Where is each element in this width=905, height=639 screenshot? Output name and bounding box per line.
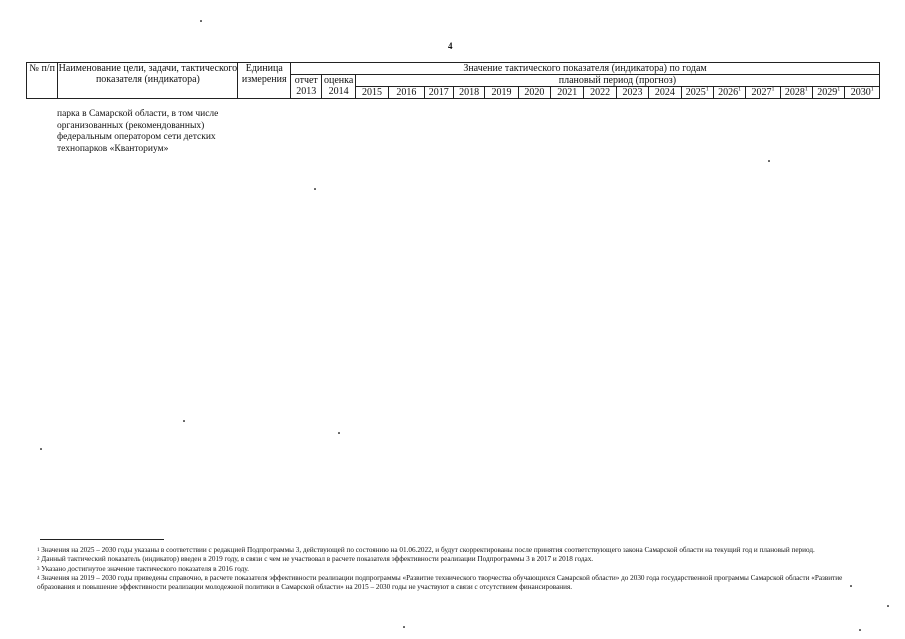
footnote-text: Указано достигнутое значение тактического показателя в 2016 году. — [41, 564, 249, 573]
header-estimate-label: оценка — [323, 75, 354, 86]
footnote-ref: 1 — [738, 86, 742, 93]
scan-speck — [859, 629, 861, 631]
footnote-ref: 1 — [705, 86, 709, 93]
plan-year-cell — [616, 87, 648, 99]
header-plan: плановый период (прогноз) — [355, 75, 879, 87]
plan-year-cell — [845, 87, 880, 99]
plan-year: 2023 — [622, 87, 643, 98]
plan-year: 2030 — [850, 87, 871, 98]
indicator-name-text: парка в Самарской области, в том числе организованных (рекомендованных) федеральным оператором сети детских технопарков «Кванториум» — [57, 109, 219, 154]
footnote-ref: 1 — [837, 86, 841, 93]
header-name: Наименование цели, задачи, тактического показателя (индикатора) — [58, 63, 238, 99]
plan-year-cell — [746, 87, 780, 99]
plan-year: 2019 — [491, 87, 512, 98]
footnote-divider — [40, 539, 164, 540]
plan-year-cell — [681, 87, 713, 99]
footnote-mark: 1 — [37, 548, 40, 553]
indicator-table — [26, 62, 880, 99]
footnote-mark: 3 — [37, 566, 40, 572]
plan-year: 2018 — [459, 87, 480, 98]
plan-year-cell — [424, 87, 453, 99]
scan-speck — [200, 20, 202, 22]
plan-year: 2024 — [654, 87, 675, 98]
footnote-ref: 1 — [771, 86, 775, 93]
scan-speck — [338, 432, 340, 434]
footnote-ref: 1 — [804, 86, 808, 93]
plan-year: 2016 — [396, 87, 417, 98]
header-report-label: отчет — [294, 75, 318, 86]
footnote-text: Значения на 2025 – 2030 годы указаны в соответствии с редакцией Подпрограммы 3, действующей по состоянию на 01.06.2022, и будут скорректированы после принятия соответствующего закона Самарской области на текущий год и плановый период. — [41, 546, 815, 554]
header-values: Значение тактического показателя (индикатора) по годам — [291, 63, 880, 75]
plan-year: 2022 — [590, 87, 611, 98]
scan-speck — [314, 188, 316, 190]
plan-year-cell — [813, 87, 845, 99]
footnote — [37, 546, 877, 555]
plan-year: 2021 — [557, 87, 578, 98]
footnote — [37, 574, 877, 593]
scan-speck — [183, 420, 185, 422]
plan-year-cell — [518, 87, 550, 99]
footnotes — [37, 546, 877, 592]
plan-year: 2029 — [817, 87, 838, 98]
scan-speck — [768, 160, 770, 162]
plan-year-cell — [355, 87, 388, 99]
plan-year: 2026 — [718, 87, 739, 98]
header-estimate — [322, 75, 355, 99]
plan-year: 2020 — [524, 87, 545, 98]
plan-year-cell — [453, 87, 484, 99]
plan-year: 2025 — [685, 87, 706, 98]
plan-year-cell — [584, 87, 616, 99]
plan-year-cell — [485, 87, 518, 99]
footnote — [37, 555, 877, 564]
plan-year: 2027 — [751, 87, 772, 98]
scan-speck — [850, 585, 852, 587]
footnote-text: Значения на 2019 – 2030 годы приведены справочно, в расчете показателя эффективности реализации подпрограммы «Развитие технического творчества обучающихся Самарской области» до 2030 года государственной программы Самарской области «Развитие образования и повышение эффективности реализации молодежной политики в Самарской области» на 2015 – 2030 годы не участвуют в связи с отсутствием финансирования. — [37, 573, 843, 592]
plan-year-cell — [551, 87, 584, 99]
footnote-mark: 4 — [37, 575, 40, 581]
plan-year-cell — [713, 87, 745, 99]
footnote — [37, 565, 877, 574]
header-number: № п/п — [27, 63, 58, 99]
header-report — [291, 75, 322, 99]
footnote-text: Данный тактический показатель (индикатор) введен в 2019 году, в связи с чем не участвовал в расчете показателя эффективности реализации Подпрограммы 3 в 2017 и 2018 годах. — [41, 555, 594, 564]
estimate-year: 2014 — [328, 86, 349, 97]
scan-speck — [403, 626, 405, 628]
plan-year: 2028 — [784, 87, 805, 98]
report-year: 2013 — [296, 86, 317, 97]
plan-year: 2017 — [428, 87, 449, 98]
scan-speck — [40, 448, 42, 450]
plan-year: 2015 — [362, 87, 382, 98]
page-number: 4 — [448, 41, 453, 51]
plan-year-cell — [780, 87, 812, 99]
scan-speck — [887, 605, 889, 607]
plan-year-cell — [389, 87, 424, 99]
header-unit: Единица измерения — [238, 63, 291, 99]
plan-year-cell — [649, 87, 681, 99]
footnote-ref: 1 — [870, 86, 874, 93]
footnote-mark: 2 — [37, 557, 40, 563]
